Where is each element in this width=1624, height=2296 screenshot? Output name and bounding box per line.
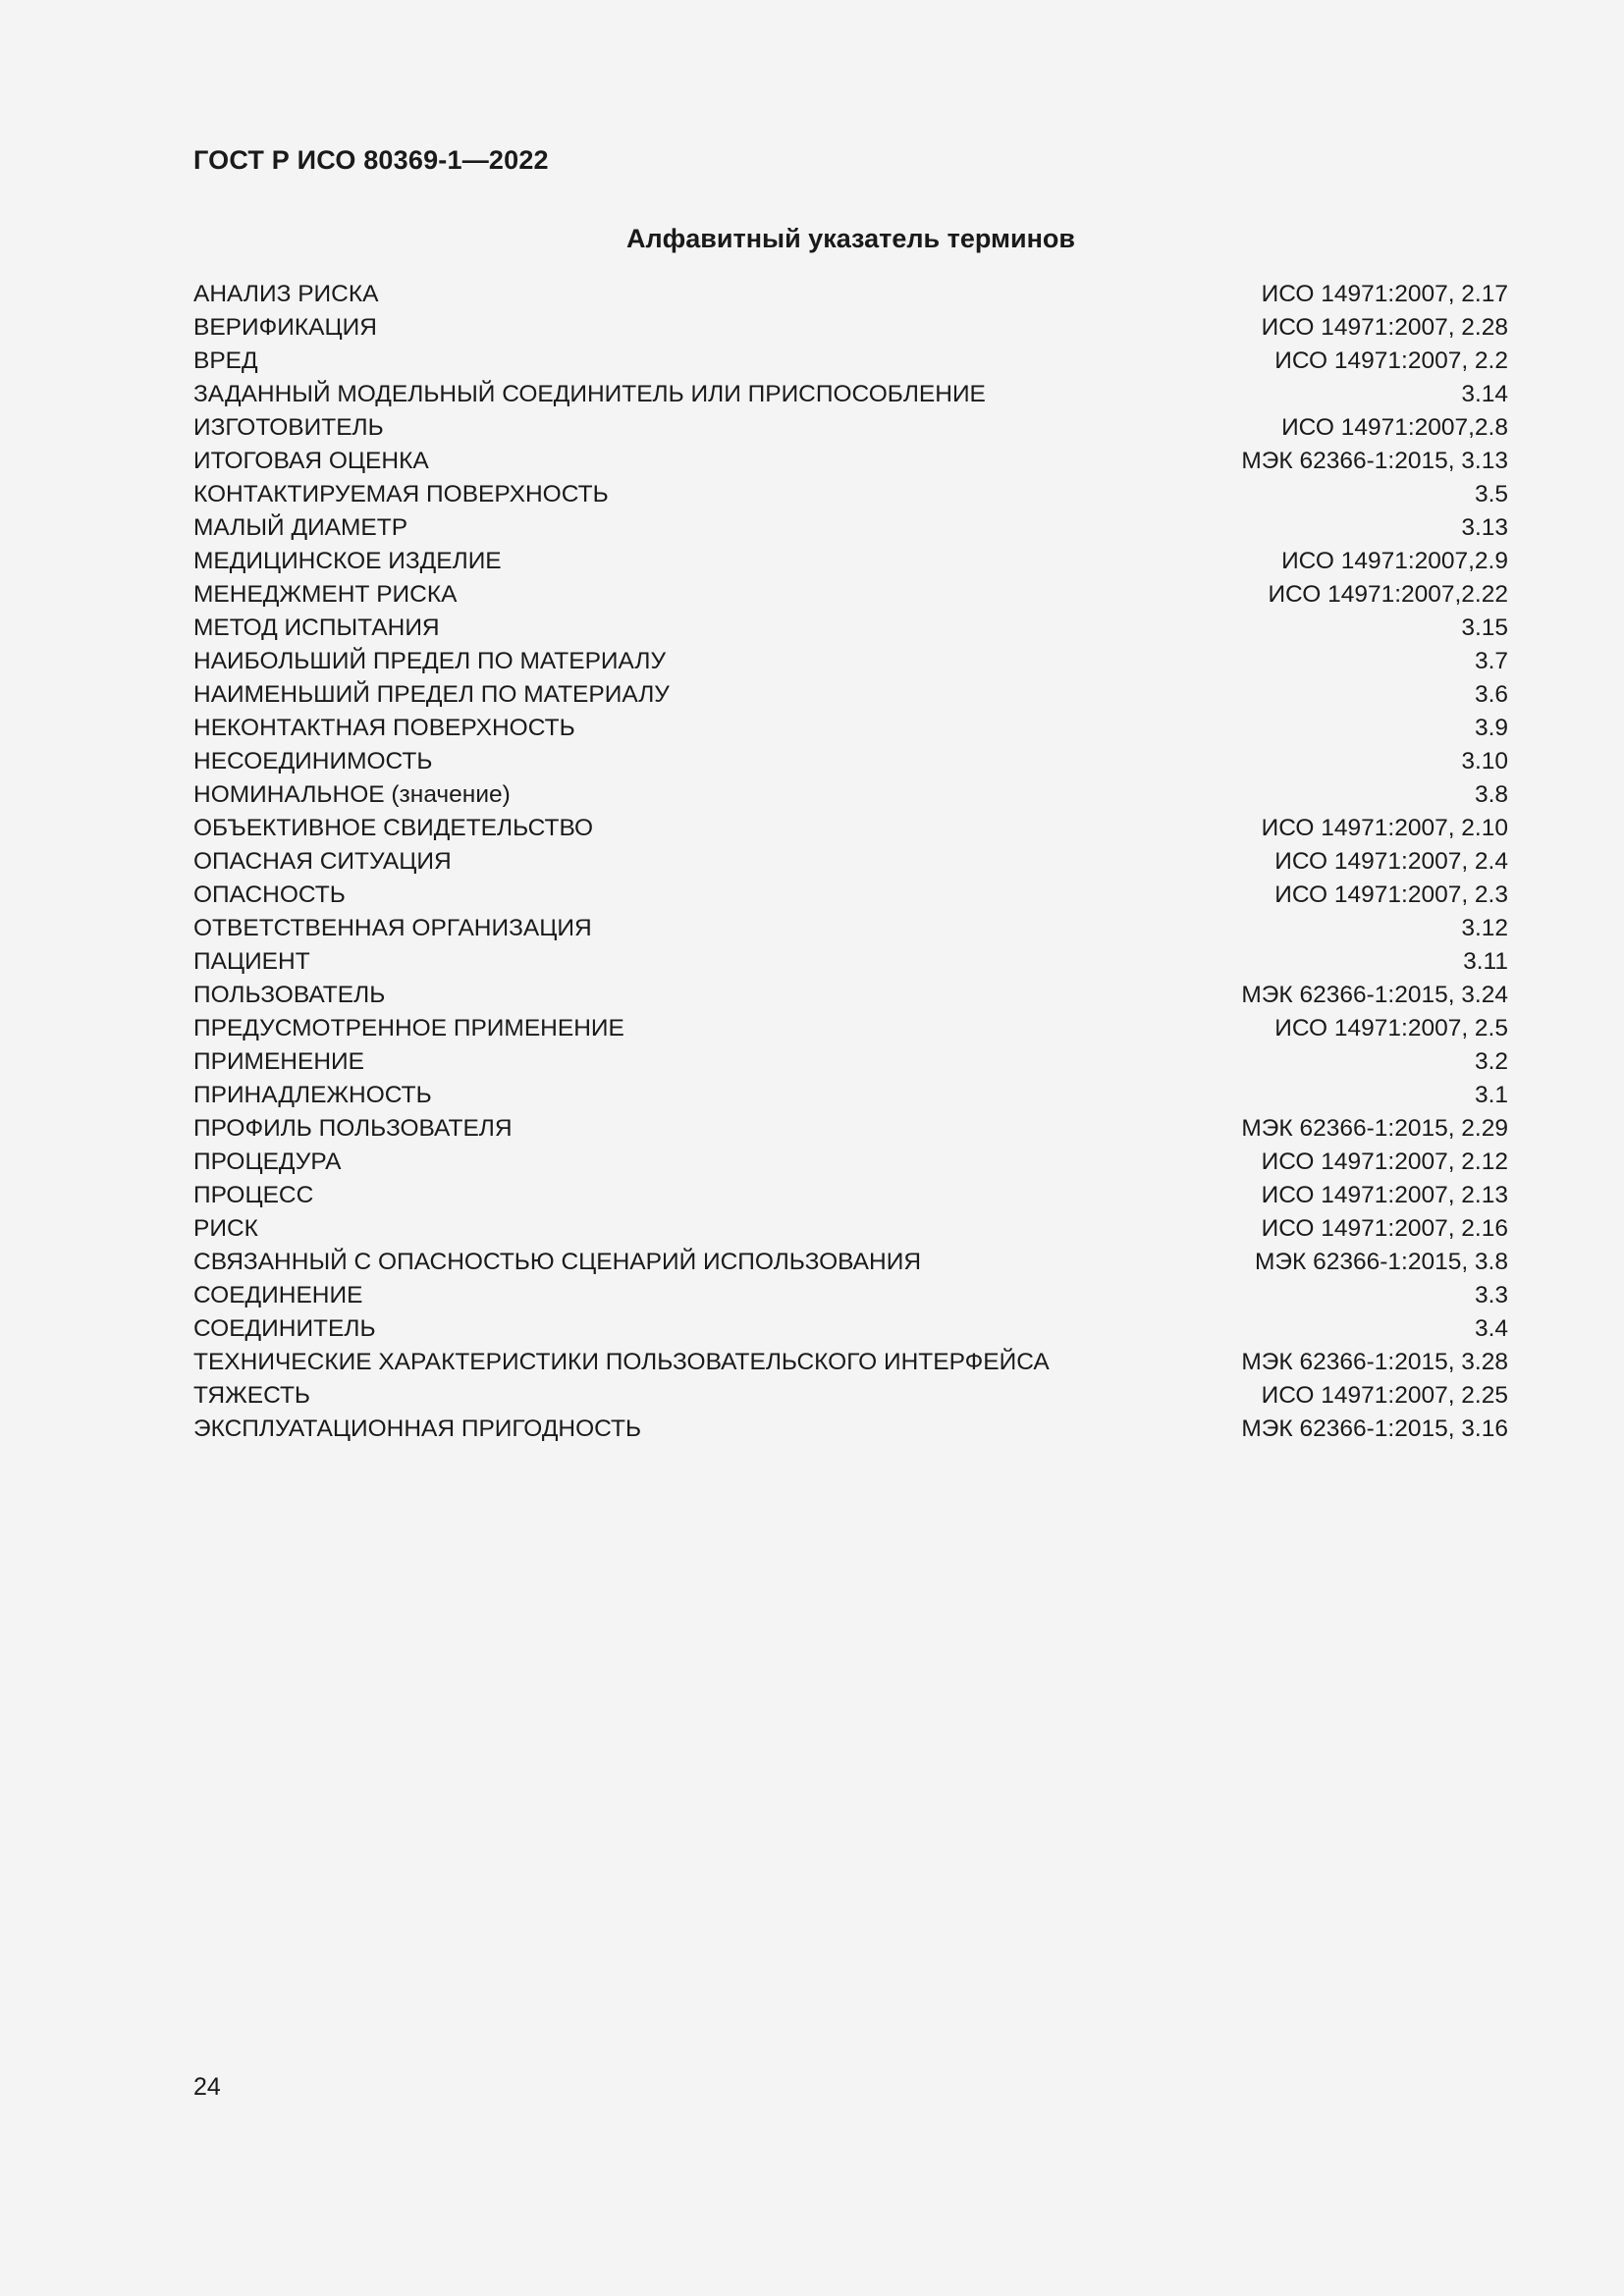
term-name: СОЕДИНИТЕЛЬ	[193, 1315, 376, 1342]
term-name: СВЯЗАННЫЙ С ОПАСНОСТЬЮ СЦЕНАРИЙ ИСПОЛЬЗОВАНИЯ	[193, 1249, 922, 1275]
term-name: ПРИМЕНЕНИЕ	[193, 1048, 364, 1075]
term-entry	[193, 845, 1508, 879]
term-reference: 3.7	[1474, 648, 1508, 674]
term-entry	[193, 712, 1508, 745]
term-entry	[193, 1246, 1508, 1279]
term-entry	[193, 278, 1508, 311]
term-reference: ИСО 14971:2007, 2.3	[1274, 881, 1508, 908]
term-entry	[193, 378, 1508, 411]
term-name: ВРЕД	[193, 347, 258, 374]
term-name: ТЕХНИЧЕСКИЕ ХАРАКТЕРИСТИКИ ПОЛЬЗОВАТЕЛЬСКОГО ИНТЕРФЕЙСА	[193, 1349, 1050, 1375]
term-entry	[193, 478, 1508, 511]
term-entry	[193, 1379, 1508, 1413]
term-reference: 3.9	[1474, 715, 1508, 741]
term-name: КОНТАКТИРУЕМАЯ ПОВЕРХНОСТЬ	[193, 481, 609, 507]
term-entry	[193, 511, 1508, 545]
term-reference: 3.15	[1461, 614, 1508, 641]
term-entry	[193, 812, 1508, 845]
term-name: ПРЕДУСМОТРЕННОЕ ПРИМЕНЕНИЕ	[193, 1015, 624, 1041]
term-reference: 3.13	[1461, 514, 1508, 541]
term-name: СОЕДИНЕНИЕ	[193, 1282, 363, 1308]
term-reference: 3.3	[1474, 1282, 1508, 1308]
page-number: 24	[193, 2073, 221, 2101]
term-entry	[193, 1179, 1508, 1212]
term-entry	[193, 445, 1508, 478]
term-name: ПОЛЬЗОВАТЕЛЬ	[193, 982, 386, 1008]
term-name: ПРИНАДЛЕЖНОСТЬ	[193, 1082, 432, 1108]
term-reference: 3.6	[1474, 681, 1508, 708]
term-entry	[193, 1012, 1508, 1045]
term-entry	[193, 345, 1508, 378]
term-reference: 3.2	[1474, 1048, 1508, 1075]
term-name: НОМИНАЛЬНОЕ (значение)	[193, 781, 511, 808]
term-entry	[193, 778, 1508, 812]
term-name: ПРОЦЕСС	[193, 1182, 314, 1208]
term-reference: МЭК 62366-1:2015, 3.16	[1241, 1415, 1508, 1442]
term-entry	[193, 1346, 1508, 1379]
term-name: ОПАСНОСТЬ	[193, 881, 346, 908]
term-name: ИЗГОТОВИТЕЛЬ	[193, 414, 384, 441]
term-name: ОТВЕТСТВЕННАЯ ОРГАНИЗАЦИЯ	[193, 915, 592, 941]
term-name: НЕКОНТАКТНАЯ ПОВЕРХНОСТЬ	[193, 715, 575, 741]
term-name: НЕСОЕДИНИМОСТЬ	[193, 748, 433, 774]
term-name: ПРОЦЕДУРА	[193, 1148, 342, 1175]
term-reference: ИСО 14971:2007, 2.28	[1261, 314, 1508, 341]
term-entry	[193, 1112, 1508, 1146]
term-reference: МЭК 62366-1:2015, 3.24	[1241, 982, 1508, 1008]
term-name: ОПАСНАЯ СИТУАЦИЯ	[193, 848, 452, 875]
term-reference: 3.11	[1463, 948, 1508, 975]
term-reference: 3.12	[1461, 915, 1508, 941]
term-reference: МЭК 62366-1:2015, 3.8	[1255, 1249, 1508, 1275]
term-entry	[193, 945, 1508, 979]
term-reference: МЭК 62366-1:2015, 2.29	[1241, 1115, 1508, 1142]
term-name: НАИМЕНЬШИЙ ПРЕДЕЛ ПО МАТЕРИАЛУ	[193, 681, 670, 708]
term-reference: ИСО 14971:2007, 2.4	[1274, 848, 1508, 875]
term-entry	[193, 1045, 1508, 1079]
term-reference: ИСО 14971:2007, 2.2	[1274, 347, 1508, 374]
term-name: НАИБОЛЬШИЙ ПРЕДЕЛ ПО МАТЕРИАЛУ	[193, 648, 667, 674]
term-name: ЗАДАННЫЙ МОДЕЛЬНЫЙ СОЕДИНИТЕЛЬ ИЛИ ПРИСПОСОБЛЕНИЕ	[193, 381, 986, 407]
term-entry	[193, 1212, 1508, 1246]
term-entry	[193, 578, 1508, 612]
term-reference: ИСО 14971:2007, 2.16	[1261, 1215, 1508, 1242]
term-entry	[193, 545, 1508, 578]
term-reference: ИСО 14971:2007,2.22	[1268, 581, 1508, 608]
term-reference: ИСО 14971:2007, 2.12	[1261, 1148, 1508, 1175]
term-reference: МЭК 62366-1:2015, 3.28	[1241, 1349, 1508, 1375]
term-reference: 3.1	[1474, 1082, 1508, 1108]
term-reference: ИСО 14971:2007,2.9	[1281, 548, 1508, 574]
term-reference: ИСО 14971:2007, 2.25	[1261, 1382, 1508, 1409]
term-entry	[193, 411, 1508, 445]
term-entry	[193, 1079, 1508, 1112]
term-name: МЕТОД ИСПЫТАНИЯ	[193, 614, 440, 641]
term-name: ИТОГОВАЯ ОЦЕНКА	[193, 448, 429, 474]
term-name: МАЛЫЙ ДИАМЕТР	[193, 514, 408, 541]
term-entry	[193, 912, 1508, 945]
term-entry	[193, 1413, 1508, 1446]
term-reference: ИСО 14971:2007, 2.17	[1261, 281, 1508, 307]
term-index-list	[193, 278, 1508, 1446]
term-reference: 3.14	[1461, 381, 1508, 407]
term-reference: ИСО 14971:2007, 2.13	[1261, 1182, 1508, 1208]
term-reference: 3.4	[1474, 1315, 1508, 1342]
term-reference: МЭК 62366-1:2015, 3.13	[1241, 448, 1508, 474]
term-name: ЭКСПЛУАТАЦИОННАЯ ПРИГОДНОСТЬ	[193, 1415, 642, 1442]
term-reference: 3.8	[1474, 781, 1508, 808]
term-reference: 3.5	[1474, 481, 1508, 507]
term-reference: ИСО 14971:2007, 2.10	[1261, 815, 1508, 841]
term-name: ПРОФИЛЬ ПОЛЬЗОВАТЕЛЯ	[193, 1115, 513, 1142]
term-entry	[193, 879, 1508, 912]
term-name: ТЯЖЕСТЬ	[193, 1382, 311, 1409]
term-entry	[193, 1146, 1508, 1179]
term-name: РИСК	[193, 1215, 258, 1242]
term-name: МЕДИЦИНСКОЕ ИЗДЕЛИЕ	[193, 548, 502, 574]
term-name: ВЕРИФИКАЦИЯ	[193, 314, 377, 341]
term-name: АНАЛИЗ РИСКА	[193, 281, 379, 307]
term-entry	[193, 612, 1508, 645]
term-entry	[193, 311, 1508, 345]
term-name: ОБЪЕКТИВНОЕ СВИДЕТЕЛЬСТВО	[193, 815, 594, 841]
term-reference: ИСО 14971:2007,2.8	[1281, 414, 1508, 441]
term-reference: 3.10	[1461, 748, 1508, 774]
term-name: ПАЦИЕНТ	[193, 948, 310, 975]
term-entry	[193, 1279, 1508, 1312]
term-entry	[193, 678, 1508, 712]
term-entry	[193, 1312, 1508, 1346]
document-header: ГОСТ Р ИСО 80369-1—2022	[193, 145, 549, 175]
index-title: Алфавитный указатель терминов	[626, 224, 1075, 253]
term-entry	[193, 979, 1508, 1012]
term-entry	[193, 645, 1508, 678]
term-entry	[193, 745, 1508, 778]
term-name: МЕНЕДЖМЕНТ РИСКА	[193, 581, 458, 608]
term-reference: ИСО 14971:2007, 2.5	[1274, 1015, 1508, 1041]
